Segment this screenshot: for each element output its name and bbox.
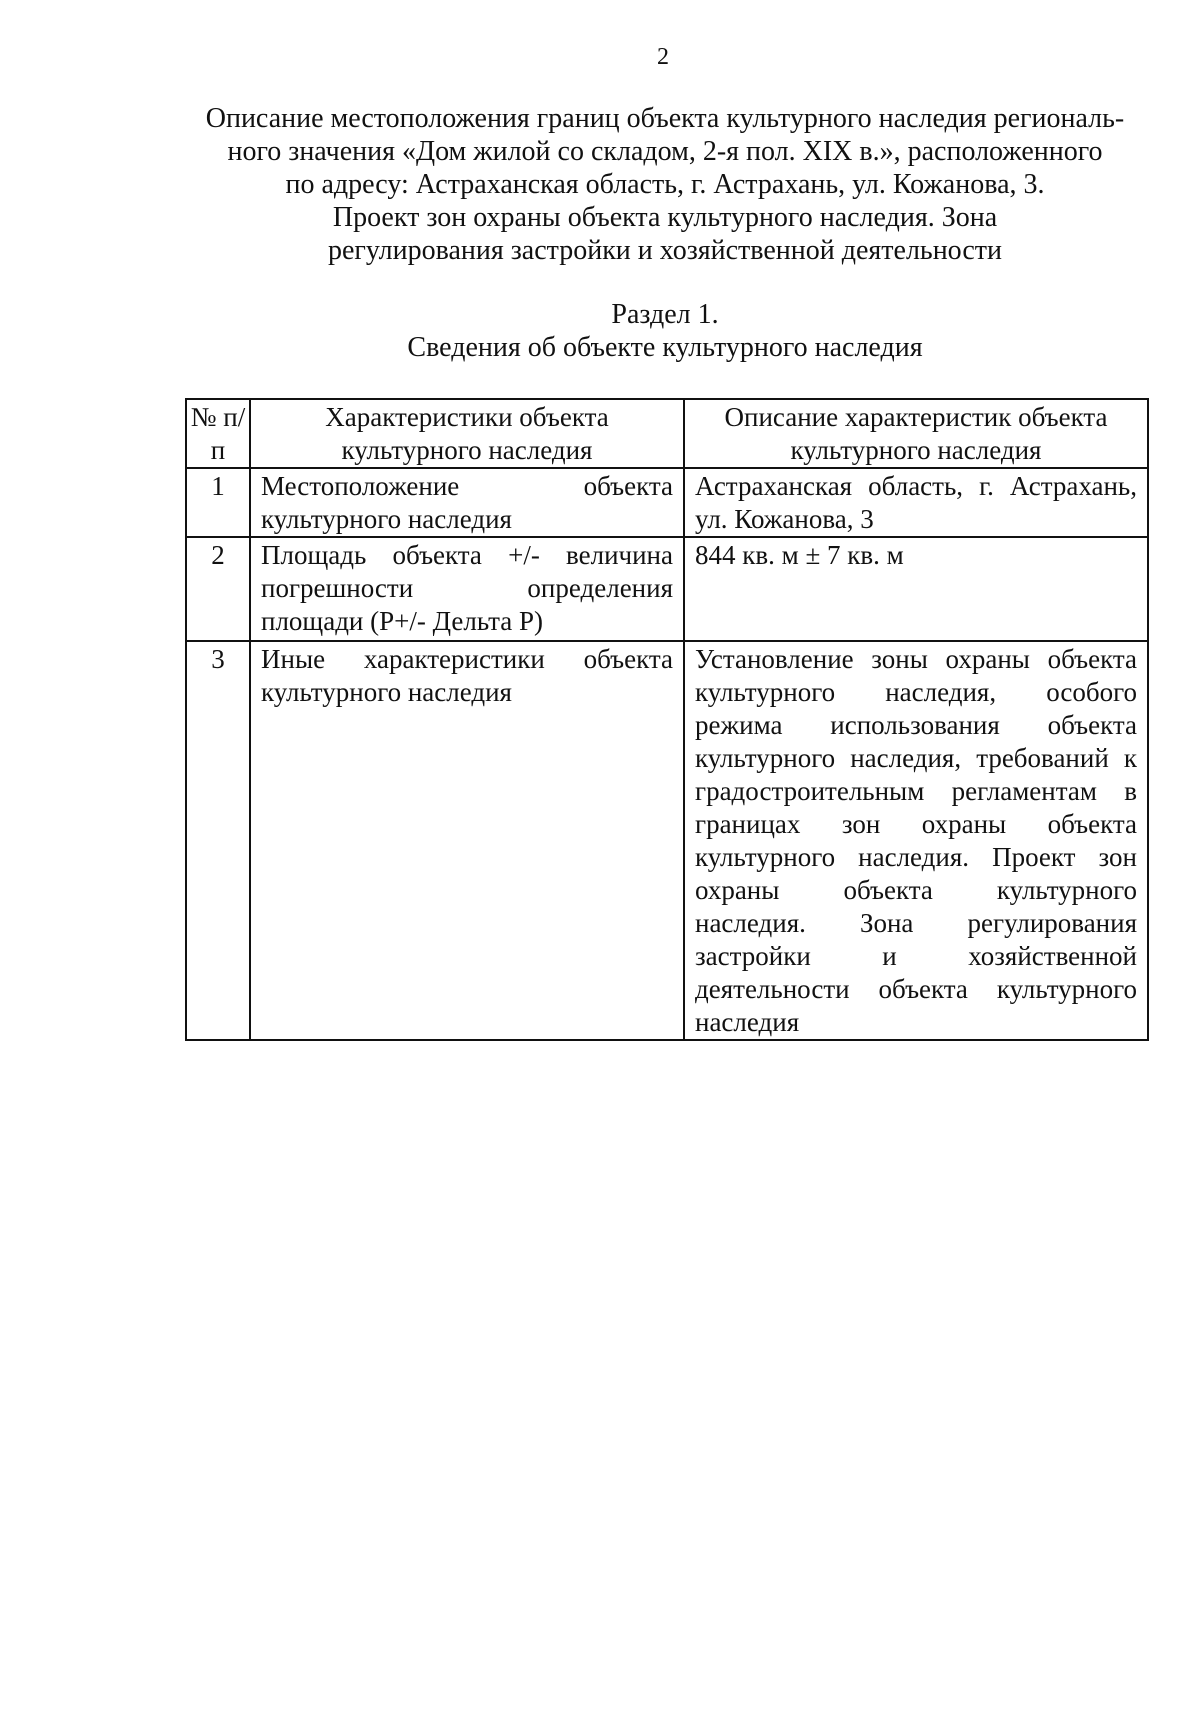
table-row bbox=[186, 468, 1148, 537]
title-line: Описание местоположения границ объекта культурного наследия региональ- bbox=[205, 103, 1125, 134]
table-row bbox=[186, 641, 1148, 1040]
description-cell: Астраханская область, г. Астрахань, ул. Кожанова, 3 bbox=[684, 468, 1148, 537]
row-number-cell: 1 bbox=[186, 468, 250, 537]
section-subheading: Сведения об объекте культурного наследия bbox=[407, 332, 923, 363]
description-cell: Установление зоны охраны объекта культурного наследия, особого режима использования объекта культурного наследия, требований к градостроительным регламентам в границах зон охраны объекта культурного наследия. Проект зон охраны объекта культурного наследия. Зона регулирования застройки и хозяйственной деятельности объекта культурного наследия bbox=[684, 641, 1148, 1040]
row-number-cell: 3 bbox=[186, 641, 250, 1040]
page-number: 2 bbox=[657, 44, 669, 70]
column-header-number: № п/п bbox=[186, 399, 250, 468]
row-number-cell: 2 bbox=[186, 537, 250, 641]
column-header-characteristic: Характеристики объекта культурного наследия bbox=[250, 399, 684, 468]
object-info-table bbox=[185, 398, 1149, 1041]
characteristic-cell: Площадь объекта +/- величина погрешности определения площади (P+/- Дельта P) bbox=[250, 537, 684, 641]
document-title bbox=[170, 102, 1160, 267]
title-line: Проект зон охраны объекта культурного наследия. Зона bbox=[332, 202, 998, 233]
characteristic-cell: Иные характеристики объекта культурного наследия bbox=[250, 641, 684, 1040]
title-line: регулирования застройки и хозяйственной деятельности bbox=[327, 235, 1003, 266]
table-row bbox=[186, 537, 1148, 641]
table-header-row bbox=[186, 399, 1148, 468]
title-line: ного значения «Дом жилой со складом, 2-я пол. XIX в.», расположенного bbox=[227, 136, 1103, 167]
column-header-description: Описание характеристик объекта культурного наследия bbox=[684, 399, 1148, 468]
title-line: по адресу: Астраханская область, г. Астрахань, ул. Кожанова, 3. bbox=[285, 169, 1045, 200]
section-heading-block bbox=[170, 298, 1160, 364]
description-cell: 844 кв. м ± 7 кв. м bbox=[684, 537, 1148, 641]
characteristic-cell: Местоположение объекта культурного наследия bbox=[250, 468, 684, 537]
section-heading: Раздел 1. bbox=[611, 299, 719, 330]
